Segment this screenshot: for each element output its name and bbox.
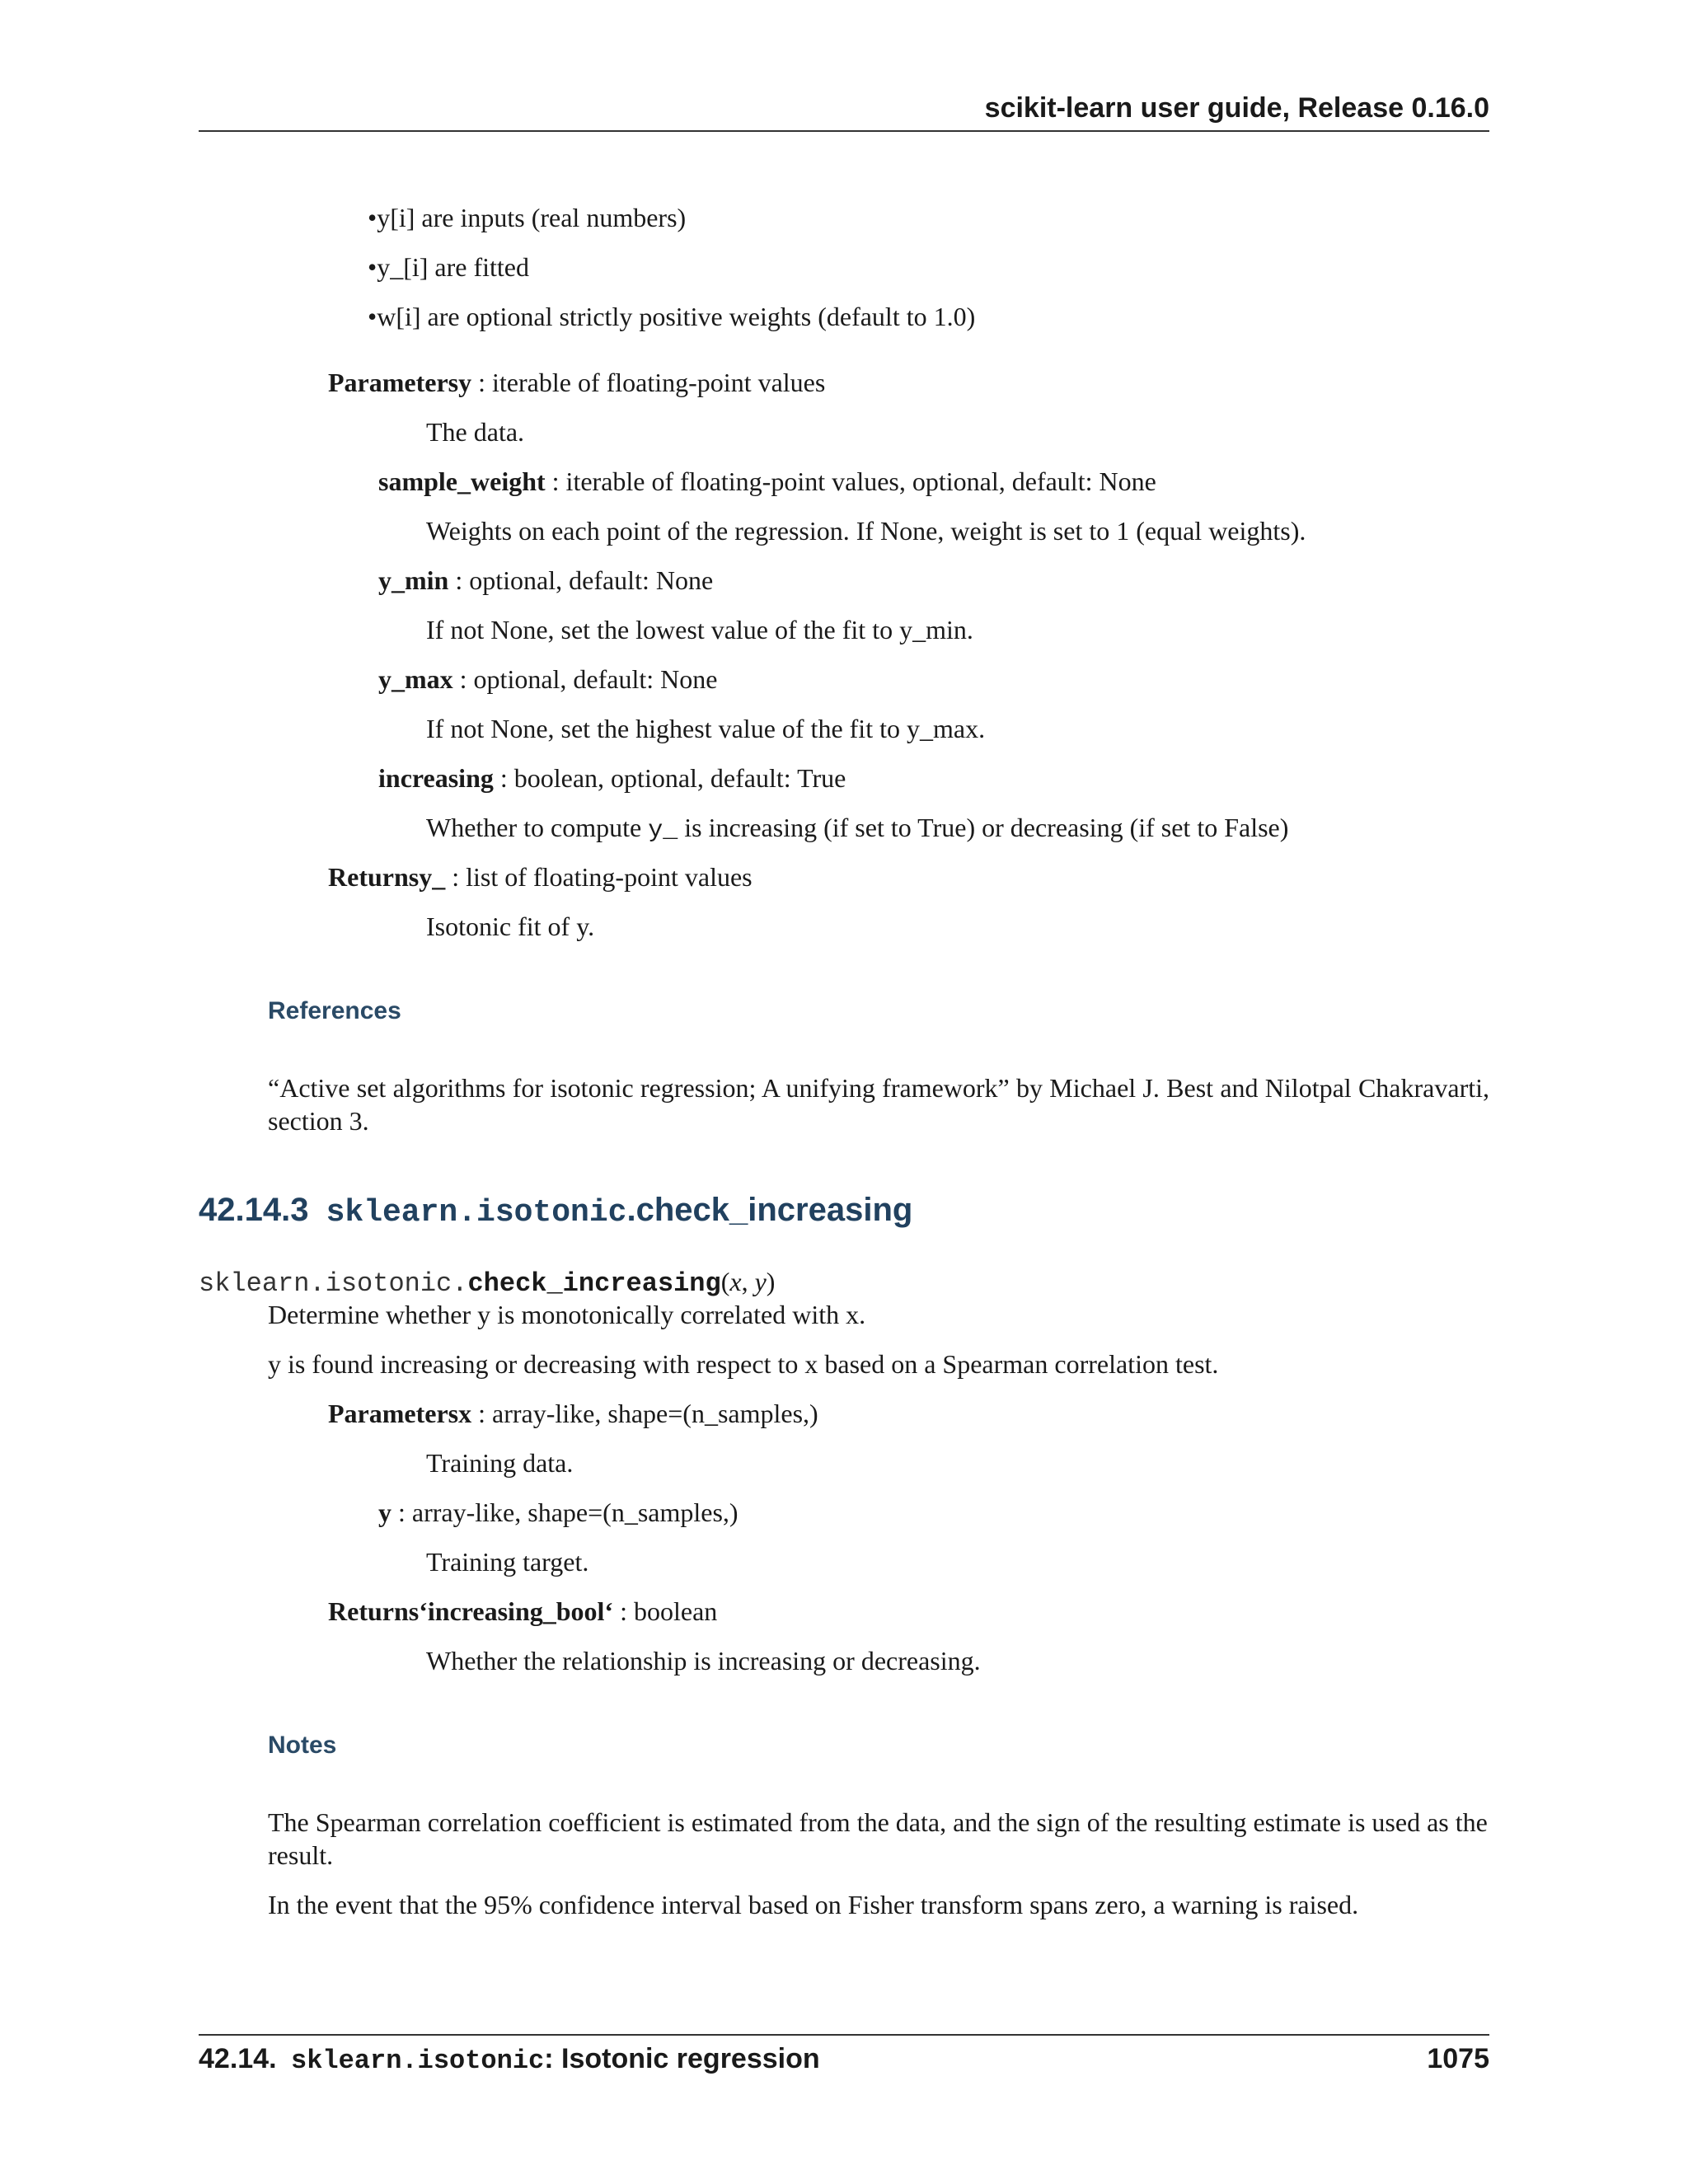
notes-paragraph-1: The Spearman correlation coefficient is estimated from the data, and the sign of the resulting estimate is used as the result. (268, 1807, 1488, 1870)
param-y-max-row (378, 663, 717, 696)
signature-name: check_increasing (467, 1268, 721, 1299)
param-increasing-name: increasing (378, 763, 494, 793)
param-increasing-row (378, 762, 846, 794)
param-y-min-desc: If not None, set the lowest value of the fit to y_min. (426, 615, 973, 644)
notes-heading: Notes (268, 1732, 337, 1759)
param-y-row (328, 366, 825, 399)
notes-paragraph-2: In the event that the 95% confidence interval based on Fisher transform spans zero, a warning is raised. (268, 1890, 1359, 1919)
returns-row (328, 860, 753, 893)
param-sample-weight-row (378, 465, 1156, 498)
param-y-max-desc: If not None, set the highest value of the fit to y_max. (426, 714, 986, 743)
running-header: scikit-learn user guide, Release 0.16.0 (984, 92, 1489, 124)
returns-label: Returns (328, 862, 420, 892)
bullet-fitted: •y_[i] are fitted (368, 252, 529, 282)
param-increasing-desc (426, 811, 1288, 847)
bullet-inputs: •y[i] are inputs (real numbers) (368, 203, 687, 232)
inline-code-y: y_ (648, 817, 678, 845)
param-y-min-type: : optional, default: None (448, 565, 714, 595)
signature-arg-y: y (754, 1267, 767, 1296)
returns-type: : list of floating-point values (445, 862, 753, 892)
param-sample-weight-name: sample_weight (378, 466, 546, 496)
param-x-type: : array-like, shape=(n_samples,) (471, 1399, 818, 1428)
section-module: sklearn.isotonic (326, 1195, 627, 1230)
footer-title: : Isotonic regression (544, 2043, 820, 2074)
function-signature (199, 1265, 775, 1301)
description-line2: y is found increasing or decreasing with respect to x based on a Spearman correlation test. (268, 1349, 1219, 1379)
signature-close: ) (766, 1267, 776, 1296)
inc-desc-end: is increasing (if set to True) or decreasing (if set to False) (678, 813, 1289, 842)
returns2-label: Returns (328, 1596, 420, 1626)
param-increasing-type: : boolean, optional, default: True (493, 763, 846, 793)
param-y-desc: The data. (426, 417, 525, 447)
footer-section (199, 2043, 820, 2076)
references-heading: References (268, 997, 401, 1024)
returns2-desc: Whether the relationship is increasing or decreasing. (426, 1646, 981, 1675)
description-line1: Determine whether y is monotonically correlated with x. (268, 1300, 866, 1329)
param-x-row (328, 1397, 818, 1430)
header-rule (199, 130, 1489, 132)
param-sample-weight-desc: Weights on each point of the regression. If None, weight is set to 1 (equal weights). (426, 516, 1306, 546)
section-heading (199, 1192, 912, 1230)
param-x-name: x (458, 1399, 472, 1428)
returns-desc: Isotonic fit of y. (426, 912, 595, 941)
param-y2-name: y (378, 1497, 392, 1527)
footer-module: sklearn.isotonic (290, 2046, 545, 2076)
param-y-min-name: y_min (378, 565, 449, 595)
param-y2-row (378, 1496, 738, 1529)
signature-open: ( (720, 1267, 730, 1296)
param-y-max-name: y_max (378, 664, 453, 694)
returns2-name: ‘increasing_bool‘ (419, 1596, 614, 1626)
inc-desc-start: Whether to compute (426, 813, 649, 842)
section-number: 42.14.3 (199, 1192, 309, 1228)
footer-section-number: 42.14. (199, 2043, 277, 2074)
param-y2-type: : array-like, shape=(n_samples,) (392, 1497, 738, 1527)
returns2-type: : boolean (613, 1596, 718, 1626)
param-y-type: : iterable of floating-point values (471, 368, 826, 397)
references-text: “Active set algorithms for isotonic regression; A unifying framework” by Michael J. Best and Nilotpal Chakravarti, section 3. (268, 1073, 1489, 1136)
page-number: 1075 (1427, 2043, 1489, 2074)
param-y-min-row (378, 564, 713, 597)
section-func: .check_increasing (626, 1192, 913, 1228)
param-sample-weight-type: : iterable of floating-point values, optional, default: None (545, 466, 1156, 496)
returns2-row (328, 1595, 717, 1628)
signature-sep: , (741, 1267, 755, 1296)
param-y-name: y (458, 368, 472, 397)
param-y2-desc: Training target. (426, 1547, 589, 1577)
footer-rule (199, 2034, 1489, 2036)
returns-name: y_ (419, 862, 446, 892)
param-x-desc: Training data. (426, 1448, 574, 1478)
signature-module: sklearn.isotonic. (199, 1268, 468, 1299)
signature-arg-x: x (729, 1267, 742, 1296)
parameters2-label: Parameters (328, 1399, 459, 1428)
parameters-label: Parameters (328, 368, 459, 397)
bullet-weights: •w[i] are optional strictly positive weights (default to 1.0) (368, 302, 976, 331)
param-y-max-type: : optional, default: None (452, 664, 718, 694)
